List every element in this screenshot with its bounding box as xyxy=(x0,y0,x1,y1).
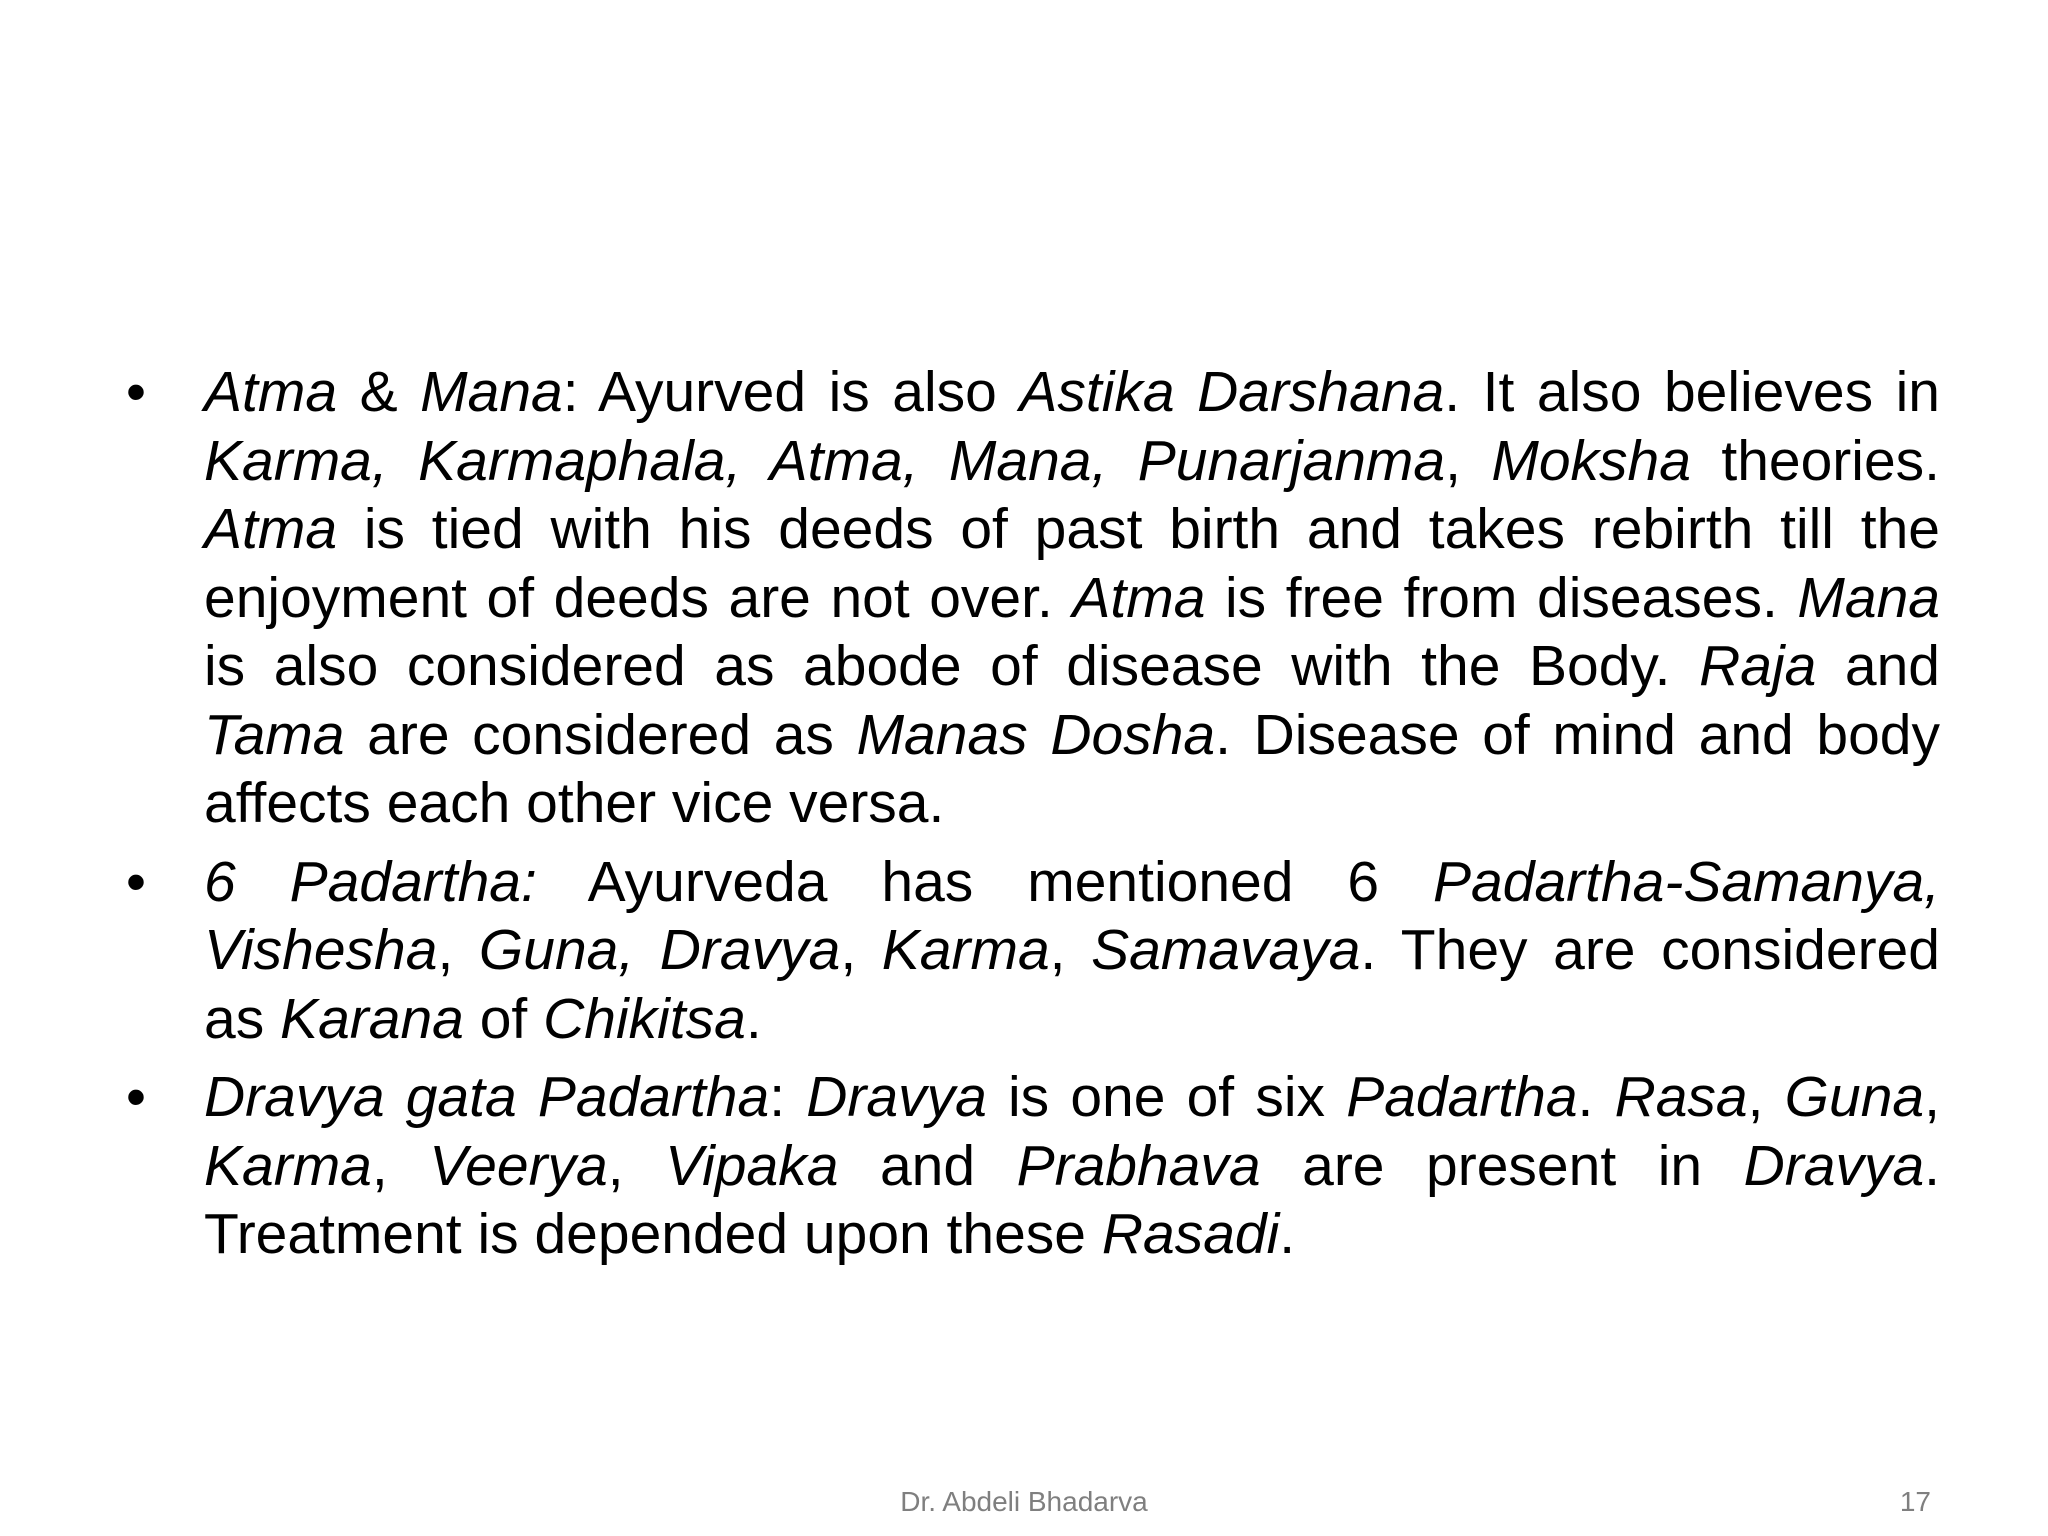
italic-term: Padartha-Samanya, Vishesha xyxy=(204,849,1940,982)
italic-term: Samavaya xyxy=(1091,918,1361,982)
text-run: are present in xyxy=(1260,1133,1744,1198)
text-run: are considered as xyxy=(344,702,857,767)
italic-term: Astika Darshana xyxy=(1019,360,1445,424)
italic-term: Chikitsa xyxy=(543,986,746,1051)
italic-term: 6 Padartha: xyxy=(204,849,537,914)
page-number: 17 xyxy=(1899,1486,1931,1517)
text-run: , xyxy=(1747,1065,1785,1129)
italic-term: Atma xyxy=(204,360,338,424)
bullet-icon: • xyxy=(126,849,146,914)
italic-term: Tama xyxy=(204,702,345,767)
bullet-text xyxy=(204,360,1940,835)
text-run: , xyxy=(840,918,882,982)
italic-term: Mana xyxy=(420,360,563,424)
text-run: is also considered as abode of disease with the Body. xyxy=(204,634,1700,698)
italic-term: Karana xyxy=(280,986,464,1051)
bullet-item-dravya-gata-padartha xyxy=(120,1063,1940,1269)
footer-author: Dr. Abdeli Bhadarva xyxy=(900,1486,1148,1517)
text-run: . xyxy=(1577,1065,1615,1129)
italic-term: Guna xyxy=(1784,1065,1925,1129)
italic-term: Atma xyxy=(204,497,338,561)
italic-term: Veerya xyxy=(429,1133,608,1198)
text-run: . Disease of mind and body affects each other vice versa. xyxy=(204,702,1941,835)
text-run: . Treatment is depended upon these xyxy=(204,1133,1940,1266)
italic-term: Dravya gata Padartha xyxy=(204,1065,770,1129)
italic-term: Dravya xyxy=(806,1065,987,1129)
italic-term: Karma xyxy=(204,1133,372,1198)
italic-term: Karma, Karmaphala, Atma, Mana, Punarjanma xyxy=(204,428,1446,493)
text-run: , xyxy=(437,918,479,982)
italic-term: Manas Dosha xyxy=(856,702,1216,767)
italic-term: Dravya xyxy=(1743,1133,1925,1198)
text-run: is free from diseases. xyxy=(1205,565,1798,630)
italic-term: Prabhava xyxy=(1016,1133,1261,1198)
bullet-item-6-padartha xyxy=(120,848,1940,1054)
text-run: and xyxy=(838,1133,1017,1198)
bullet-icon: • xyxy=(126,1065,146,1129)
italic-term: Raja xyxy=(1699,634,1817,698)
text-run: is tied with his deeds of past birth and takes rebirth till the enjoyment of deeds are not over. xyxy=(204,497,1940,630)
italic-term: Guna, Dravya xyxy=(478,918,841,982)
text-run: , xyxy=(1924,1065,1940,1129)
italic-term: Rasadi xyxy=(1101,1202,1280,1266)
text-run: , xyxy=(1049,918,1092,982)
text-run: . They are considered as xyxy=(204,918,1940,1051)
bullet-text xyxy=(204,850,1940,1051)
text-run: : xyxy=(769,1065,807,1129)
text-run: . xyxy=(1279,1202,1296,1266)
text-run: , xyxy=(371,1133,430,1198)
italic-term: Vipaka xyxy=(665,1133,839,1198)
text-run: : Ayurved is also xyxy=(562,360,1020,424)
italic-term: Rasa xyxy=(1614,1065,1748,1129)
text-run: & xyxy=(337,360,421,424)
text-run: of xyxy=(463,986,544,1051)
text-run: , xyxy=(607,1133,666,1198)
italic-term: Moksha xyxy=(1491,428,1691,493)
text-run: is one of six xyxy=(986,1065,1347,1129)
text-run: . It also believes in xyxy=(1444,360,1940,424)
text-run: and xyxy=(1816,634,1940,698)
italic-term: Padartha xyxy=(1346,1065,1578,1129)
bullet-list xyxy=(120,358,1940,1279)
text-run: theories. xyxy=(1690,428,1940,493)
italic-term: Atma xyxy=(1072,565,1206,630)
bullet-text xyxy=(204,1065,1940,1266)
italic-term: Mana xyxy=(1797,565,1940,630)
bullet-item-atma-mana xyxy=(120,358,1940,838)
text-run: , xyxy=(1445,428,1492,493)
text-run: Ayurveda has mentioned 6 xyxy=(536,849,1434,914)
bullet-icon: • xyxy=(126,360,146,424)
italic-term: Karma xyxy=(881,918,1050,982)
text-run: . xyxy=(745,986,762,1051)
